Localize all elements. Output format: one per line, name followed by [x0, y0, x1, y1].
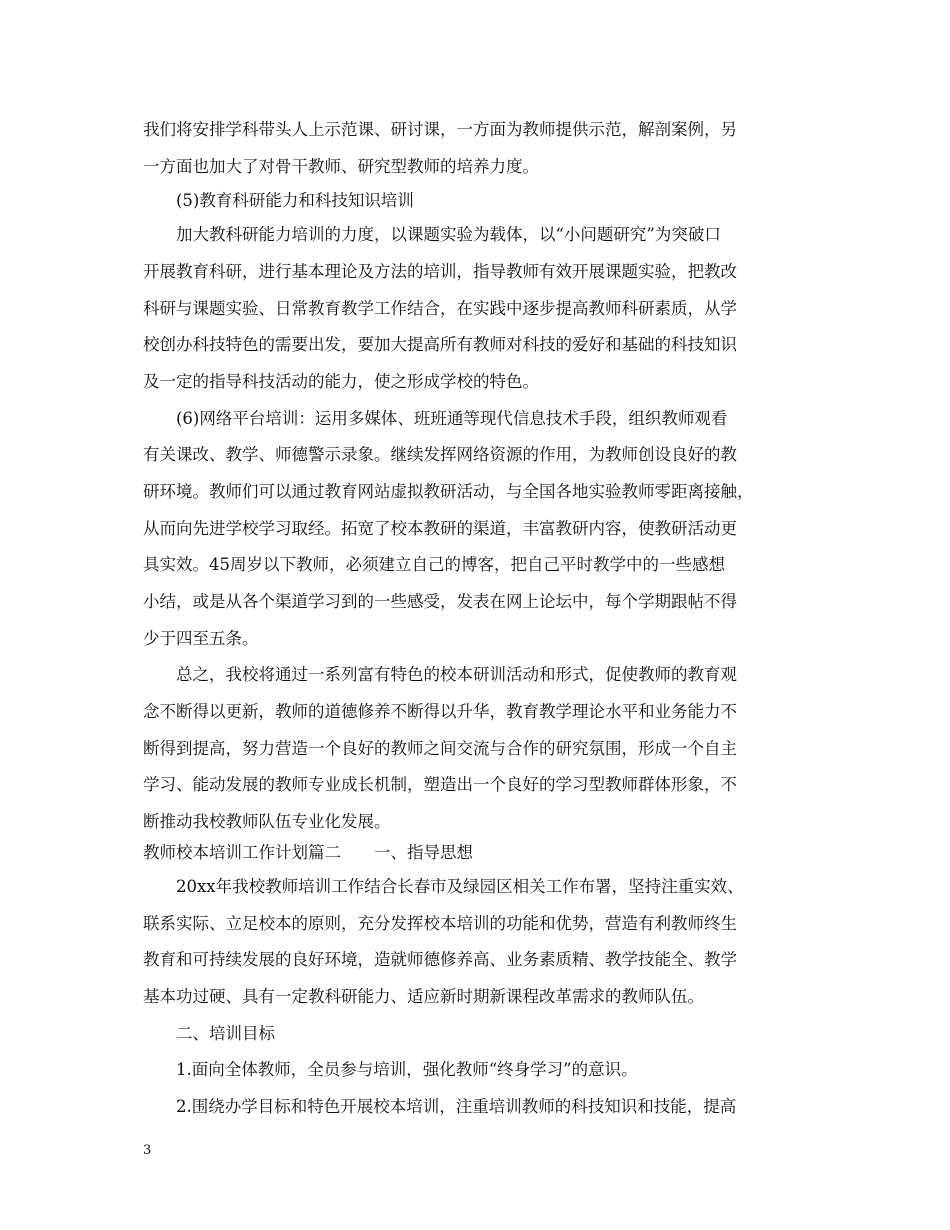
text-line: 念不断得以更新，教师的道德修养不断得以升华，教育教学理论水平和业务能力不: [143, 702, 737, 721]
text-line: 2.围绕办学目标和特色开展校本培训，注重培训教师的科技知识和技能，提高: [176, 1097, 737, 1116]
text-line: (6)网络平台培训：运用多媒体、班班通等现代信息技术手段，组织教师观看: [176, 409, 728, 428]
text-line: 少于四至五条。: [143, 629, 259, 648]
text-line: 联系实际、立足校本的原则，充分发挥校本培训的功能和优势，营造有利教师终生: [143, 914, 737, 933]
text-line: 校创办科技特色的需要出发，要加大提高所有教师对科技的爱好和基础的科技知识: [143, 335, 737, 354]
text-line: 我们将安排学科带头人上示范课、研讨课，一方面为教师提供示范，解剖案例，另: [143, 120, 737, 139]
subheading: 二、培训目标: [176, 1024, 275, 1043]
text-line: 断推动我校教师队伍专业化发展。: [143, 812, 391, 831]
text-line: 及一定的指导科技活动的能力，使之形成学校的特色。: [143, 372, 539, 391]
text-line: 研环境。教师们可以通过教育网站虚拟教研活动，与全国各地实验教师零距离接触，: [143, 482, 754, 501]
text-line: 学习、能动发展的教师专业成长机制，塑造出一个良好的学习型教师群体形象，不: [143, 775, 737, 794]
text-line: (5)教育科研能力和科技知识培训: [176, 191, 414, 210]
text-line: 从而向先进学校学习取经。拓宽了校本教研的渠道，丰富教研内容，使教研活动更: [143, 519, 737, 538]
text-line: 具实效。45周岁以下教师，必须建立自己的博客，把自己平时教学中的一些感想: [143, 555, 725, 574]
section-heading: 教师校本培训工作计划篇二 一、指导思想: [143, 843, 473, 862]
text-line: 科研与课题实验、日常教育教学工作结合，在实践中逐步提高教师科研素质，从学: [143, 299, 737, 318]
text-line: 1.面向全体教师，全员参与培训，强化教师“终身学习”的意识。: [176, 1060, 638, 1079]
text-line: 一方面也加大了对骨干教师、研究型教师的培养力度。: [143, 157, 539, 176]
text-line: 总之，我校将通过一系列富有特色的校本研训活动和形式，促使教师的教育观: [176, 665, 737, 684]
text-line: 加大教科研能力培训的力度，以课题实验为载体，以“小问题研究”为突破口: [176, 225, 721, 244]
text-line: 基本功过硬、具有一定教科研能力、适应新时期新课程改革需求的教师队伍。: [143, 987, 704, 1006]
text-line: 有关课改、教学、师德警示录象。继续发挥网络资源的作用，为教师创设良好的教: [143, 445, 737, 464]
text-line: 小结，或是从各个渠道学习到的一些感受，发表在网上论坛中，每个学期跟帖不得: [143, 592, 737, 611]
text-line: 20xx年我校教师培训工作结合长春市及绿园区相关工作布署，坚持注重实效、: [176, 877, 744, 896]
page-number: 3: [143, 1143, 152, 1158]
text-line: 开展教育科研，进行基本理论及方法的培训，指导教师有效开展课题实验，把教改: [143, 262, 737, 281]
text-line: 断得到提高，努力营造一个良好的教师之间交流与合作的研究氛围，形成一个自主: [143, 739, 737, 758]
text-line: 教育和可持续发展的良好环境，造就师德修养高、业务素质精、教学技能全、教学: [143, 950, 737, 969]
